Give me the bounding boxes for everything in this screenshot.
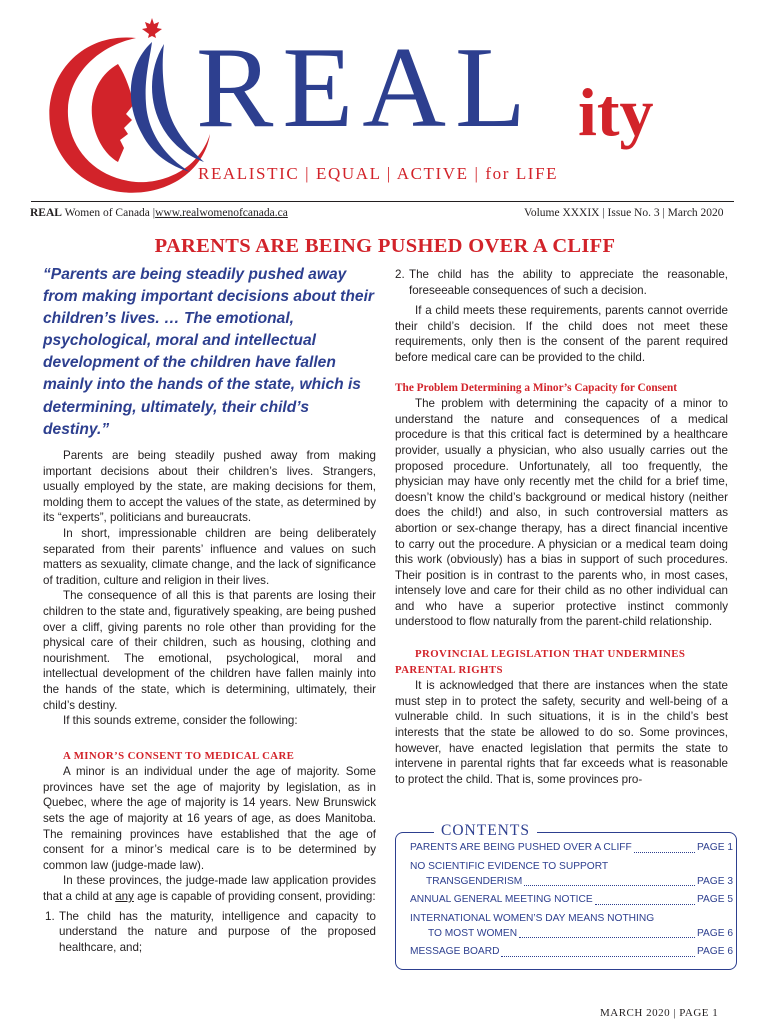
section-heading: PROVINCIAL LEGISLATION THAT UNDERMINES PARENTAL RIGHTS xyxy=(395,648,686,676)
toc-entry-page: PAGE 3 xyxy=(696,875,733,887)
toc-entry-page: PAGE 5 xyxy=(696,894,733,905)
brand-wordmark-suffix: ity xyxy=(578,74,654,150)
emphasis-underlined: any xyxy=(115,890,134,904)
toc-entry[interactable] xyxy=(410,945,733,960)
toc-entry-title: INTERNATIONAL WOMEN’S DAY MEANS NOTHING xyxy=(410,913,655,924)
list-text: The child has the maturity, intelligence and capacity to understand the nature and purpose of the proposed healthcare, and; xyxy=(59,909,376,954)
toc-entry-page: PAGE 6 xyxy=(696,946,733,957)
toc-entry-title: ANNUAL GENERAL MEETING NOTICE xyxy=(410,894,593,905)
brand-wordmark: REAL xyxy=(196,24,535,152)
toc-entry-title: NO SCIENTIFIC EVIDENCE TO SUPPORT xyxy=(410,861,609,872)
toc-entry-title-cont: TRANSGENDERISM xyxy=(426,875,523,887)
numbered-list-item xyxy=(43,909,376,956)
org-name-rest: Women of Canada | xyxy=(61,207,156,219)
list-number: 2. xyxy=(395,268,405,281)
body-paragraph: The consequence of all this is that parents are losing their children to the state and, figuratively speaking, are being pushed over a cliff, giving parents no role other than providing for the physical care of their children, such as housing, clothing and nourishment. The emotional, psychological, moral and intellectual development of the children have fallen mainly into the hands of the state, which is determining, ultimately, their child’s destiny. xyxy=(43,589,376,712)
body-paragraph: A minor is an individual under the age of majority. Some provinces have set the age of majority by legislation, as in Quebec, where the age of majority is 14 years. New Brunswick sets the age of majority at 16 years of age, as does Manitoba. The remaining provinces have established that the age of consent for a minor’s medical care is to be determined by common law (judge-made law). xyxy=(43,765,376,872)
subsection-heading: The Problem Determining a Minor’s Capacity for Consent xyxy=(395,381,678,394)
article-headline: PARENTS ARE BEING PUSHED OVER A CLIFF xyxy=(154,235,616,257)
body-paragraph: In short, impressionable children are being deliberately separated from their parents’ influence and values on such matters as sexuality, climate change, and the lack of significance of tradition, culture and religion in their lives. xyxy=(43,526,376,587)
page-footer: MARCH 2020 | PAGE 1 xyxy=(600,1007,719,1019)
body-paragraph xyxy=(43,873,376,904)
body-paragraph: It is acknowledged that there are instances when the state must step in to protect the safety, security and well-being of a vulnerable child. In such situations, it is in the child’s best interests that the state be allowed to do so. Some provinces, however, have enacted legislation that permits the state to intervene in parental rights that far exceeds what is reasonable to protect the child. That is, some provinces pro- xyxy=(395,679,728,786)
woman-profile-maple-leaf-logo-icon xyxy=(40,16,212,202)
toc-entry[interactable] xyxy=(410,893,733,908)
toc-entry-title-cont: TO MOST WOMEN xyxy=(428,927,518,939)
website-link[interactable]: www.realwomenofcanada.ca xyxy=(155,207,288,219)
toc-entry-page: PAGE 1 xyxy=(696,842,733,853)
org-name-bold: REAL xyxy=(30,207,62,219)
publisher-line xyxy=(30,207,288,219)
body-paragraph: The problem with determining the capacity of a minor to understand the nature and consequences of a medical procedure is that this critical fact is determined by a healthcare provider, usually a physician, who also usually carries out the proposed procedure. Unfortunately, all too frequently, the physician may have only recently met the child for a brief time, doesn’t know the child’s background or medical history (neither does the child!) and also, in such controversial matters as abortion or sex-change therapy, has a direct financial incentive to carry out the procedure. A physician or a medical team doing this work (obviously) has a bias in support of such procedures. Their position is in contrast to the parents who, in most cases, intensely love and care for their child as no other individual can and who have a superior protective instinct commonly understood to flow naturally from the parent-child relationship. xyxy=(395,397,728,629)
toc-entry[interactable] xyxy=(410,860,733,889)
body-paragraph: If this sounds extreme, consider the following: xyxy=(63,714,298,728)
toc-entry[interactable] xyxy=(410,912,733,941)
left-column xyxy=(43,448,376,955)
list-text: The child has the ability to appreciate the reasonable, foreseeable consequences of such a decision. xyxy=(409,268,728,297)
toc-entry-page: PAGE 6 xyxy=(696,927,733,939)
right-column xyxy=(395,267,728,787)
toc-entry-title: PARENTS ARE BEING PUSHED OVER A CLIFF xyxy=(410,842,632,853)
body-paragraph: If a child meets these requirements, parents cannot override their child’s decision. If the child does not meet these requirements, only then is the consent of the parent required before medical care can be provided to the child. xyxy=(395,304,728,364)
body-paragraph: Parents are being steadily pushed away from making important decisions about their children’s lives. Strangers, usually employed by the state, are making decisions for them, molding them to accept the values of the state, as determined by its “experts”, politicians and bureaucrats. xyxy=(43,449,376,525)
toc-entry-title: MESSAGE BOARD xyxy=(410,946,500,957)
issue-info: Volume XXXIX | Issue No. 3 | March 2020 xyxy=(524,207,724,219)
tagline: REALISTIC | EQUAL | ACTIVE | for LIFE xyxy=(198,164,559,183)
masthead-rule xyxy=(31,201,734,202)
section-heading: A MINOR’S CONSENT TO MEDICAL CARE xyxy=(63,749,295,762)
text-run: age is capable of providing consent, providing: xyxy=(133,890,376,904)
toc-entry[interactable] xyxy=(410,841,733,856)
numbered-list-item xyxy=(395,267,728,298)
text-run: In these provinces, the judge-made law application provides that a child at xyxy=(43,874,376,904)
list-number: 1. xyxy=(45,909,55,923)
pull-quote: “Parents are being steadily pushed away from making important decisions about their children’s lives. … The emotional, psychological, moral and intellectual development of the children have fallen mainly into the hands of the state, which is determining, ultimately, their child’s destiny.” xyxy=(43,266,374,438)
contents-title: CONTENTS xyxy=(434,820,537,842)
